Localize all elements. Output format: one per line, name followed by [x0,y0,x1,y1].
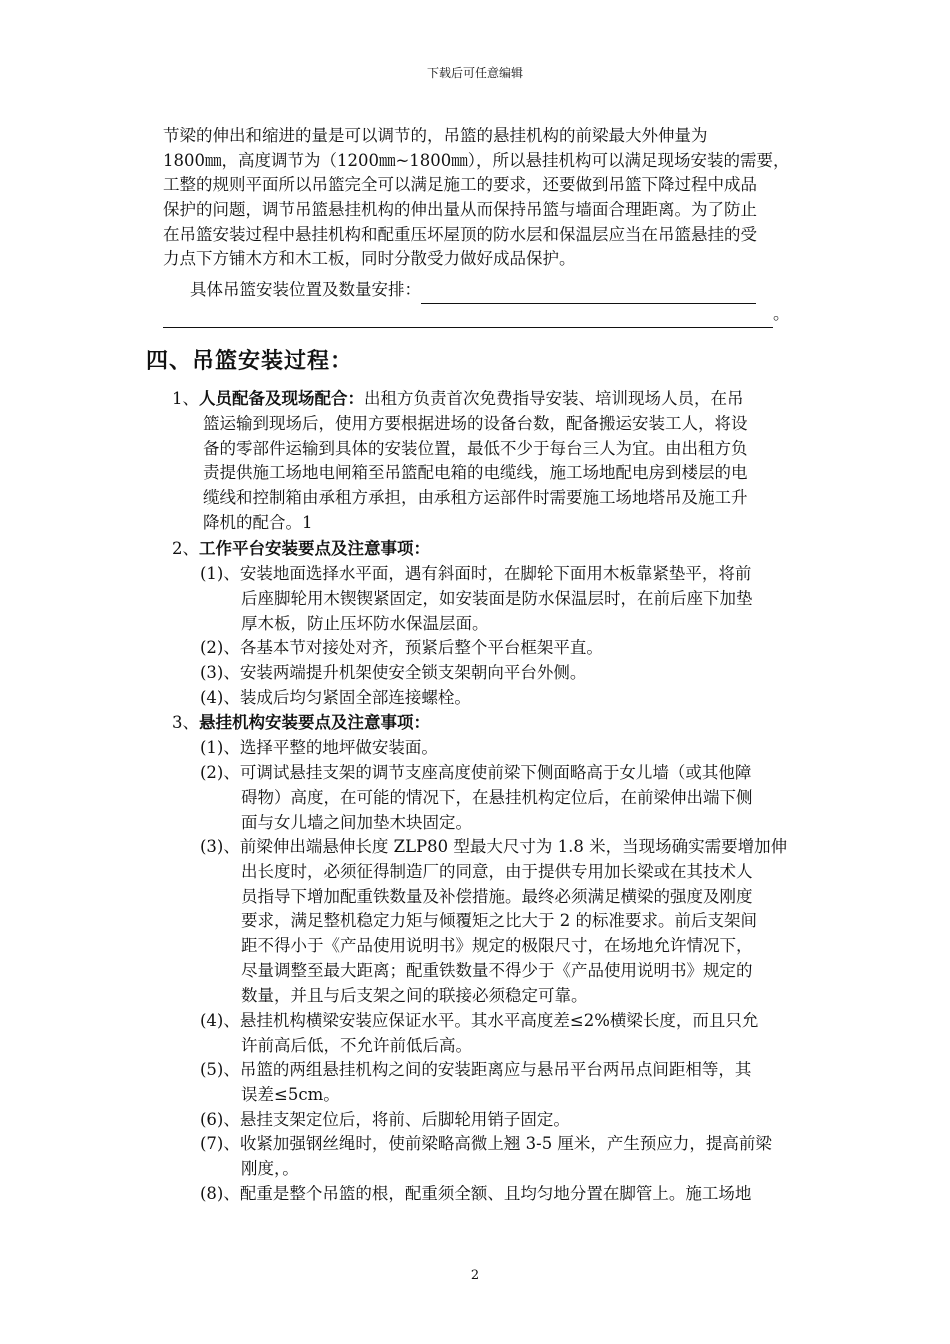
intro-line: 1800㎜，高度调节为（1200㎜~1800㎜），所以悬挂机构可以满足现场安装的需要， [163,150,790,170]
sub-number: (2)、 [200,763,240,782]
sub-number: (1)、 [200,738,240,757]
item-line: 缆线和控制箱由承租方承担，由承租方运部件时需要施工场地塔吊及施工升 [203,488,748,508]
item-line: 篮运输到现场后，使用方要根据进场的设备台数，配备搬运安装工人，将设 [203,414,748,433]
item-1 [172,387,744,412]
sub-item-cont [241,1034,472,1059]
sub-line: 误差≤5cm。 [241,1085,340,1104]
sub-item [200,1009,758,1034]
sub-text: 安装两端提升机架使安全锁支架朝向平台外侧。 [239,663,587,682]
sub-line: 数量，并且与后支架之间的联接必须稳定可靠。 [241,985,588,1005]
intro-paragraph [163,124,835,272]
sub-number: (5)、 [200,1060,240,1079]
item-number: 1、 [172,389,199,408]
sub-text: 安装地面选择水平面，遇有斜面时，在脚轮下面用木板靠紧垫平，将前 [239,564,752,583]
item-title: 悬挂机构安装要点及注意事项： [199,713,430,732]
sub-number: (2)、 [200,638,240,657]
item-number: 2、 [172,539,199,558]
sub-text: 收紧加强钢丝绳时，使前梁略高微上翘 3-5 厘米，产生预应力，提高前梁 [239,1134,772,1153]
sub-line: 碍物）高度，在可能的情况下，在悬挂机构定位后，在前梁伸出端下侧 [241,788,753,807]
sub-number: (4)、 [200,688,240,707]
item-title: 工作平台安装要点及注意事项： [199,539,430,558]
arrangement-end: 。 [773,304,790,323]
sub-text: 装成后均匀紧固全部连接螺栓。 [239,688,471,707]
sub-number: (4)、 [200,1011,240,1030]
sub-item [200,736,438,761]
sub-number: (3)、 [200,663,240,682]
sub-item [200,686,471,711]
sub-line: 尽量调整至最大距离；配重铁数量不得少于《产品使用说明书》规定的 [241,960,753,980]
sub-item [200,1182,751,1207]
sub-item [200,1132,772,1157]
sub-text: 吊篮的两组悬挂机构之间的安装距离应与悬吊平台两吊点间距相等，其 [239,1060,752,1079]
sub-line: 员指导下增加配重铁数量及补偿措施。最终必须满足横梁的强度及刚度 [241,886,753,906]
intro-line: 在吊篮安装过程中悬挂机构和配重压坏屋顶的防水层和保温层应当在吊篮悬挂的受 [163,224,757,244]
page-number: 2 [470,1268,480,1283]
sub-item-cont [241,860,757,1008]
item-title: 人员配备及现场配合： [199,389,364,408]
sub-text: 各基本节对接处对齐，预紧后整个平台框架平直。 [239,638,603,657]
page-header: 下载后可任意编辑 [426,66,523,80]
intro-line: 节梁的伸出和缩进的量是可以调节的，吊篮的悬挂机构的前梁最大外伸量为 [163,126,708,145]
intro-line: 工整的规则平面所以吊篮完全可以满足施工的要求，还要做到吊篮下降过程中成品 [163,175,757,195]
sub-line: 出长度时，必须征得制造厂的同意，由于提供专用加长梁或在其技术人 [241,862,753,881]
sub-item-cont [241,1083,340,1108]
sub-text: 选择平整的地坪做安装面。 [239,738,438,757]
sub-line: 后座脚轮用木锲锲紧固定，如安装面是防水保温层时，在前后座下加垫 [241,589,753,608]
section-heading: 四、吊篮安装过程： [146,349,354,374]
item-line: 降机的配合。1 [203,512,313,532]
sub-item-cont [241,587,753,636]
item-2 [172,537,430,562]
arrangement-blank-2[interactable] [163,302,773,328]
sub-item-cont [241,786,753,835]
sub-line: 刚度，。 [241,1159,299,1178]
sub-text: 悬挂支架定位后，将前、后脚轮用销子固定。 [239,1110,570,1129]
sub-number: (3)、 [200,837,240,856]
intro-line: 保护的问题，调节吊篮悬挂机构的伸出量从而保持吊篮与墙面合理距离。为了防止 [163,200,757,220]
sub-line: 距不得小于《产品使用说明书》规定的极限尺寸，在场地允许情况下， [241,936,753,956]
sub-line: 厚木板，防止压坏防水保温层面。 [241,613,489,633]
sub-line: 面与女儿墙之间加垫木块固定。 [241,812,472,832]
sub-number: (6)、 [200,1110,240,1129]
sub-item [200,1108,570,1133]
arrangement-line-2 [163,302,790,328]
sub-text: 可调试悬挂支架的调节支座高度使前梁下侧面略高于女儿墙（或其他障 [239,763,752,782]
sub-line: 许前高后低，不允许前低后高。 [241,1036,472,1055]
sub-item [200,636,603,661]
sub-text: 悬挂机构横梁安装应保证水平。其水平高度差≤2%横梁长度，而且只允 [239,1011,759,1030]
sub-item [200,661,586,686]
item-1-cont [203,412,748,536]
item-3 [172,711,430,736]
sub-item [200,562,751,587]
sub-number: (8)、 [200,1184,240,1203]
sub-item [200,761,751,786]
sub-item-cont [241,1157,299,1182]
item-line: 备的零部件运输到具体的安装位置，最低不少于每台三人为宜。由出租方负 [203,438,748,458]
sub-number: (7)、 [200,1134,240,1153]
sub-number: (1)、 [200,564,240,583]
item-line: 责提供施工场地电闸箱至吊篮配电箱的电缆线，施工场地配电房到楼层的电 [203,463,748,483]
sub-text: 前梁伸出端悬伸长度 ZLP80 型最大尺寸为 1.8 米，当现场确实需要增加伸 [239,837,788,856]
item-number: 3、 [172,713,199,732]
sub-text: 配重是整个吊篮的根，配重须全额、且均匀地分置在脚管上。施工场地 [239,1184,752,1203]
arrangement-line [190,278,756,304]
sub-item [200,1058,751,1083]
intro-line: 力点下方铺木方和木工板，同时分散受力做好成品保护。 [163,249,576,269]
arrangement-blank[interactable] [421,278,756,304]
item-text: 出租方负责首次免费指导安装、培训现场人员，在吊 [364,389,744,408]
arrangement-label: 具体吊篮安装位置及数量安排： [190,280,421,299]
sub-line: 要求，满足整机稳定力矩与倾覆矩之比大于 2 的标准要求。前后支架间 [241,911,757,931]
sub-item [200,835,787,860]
